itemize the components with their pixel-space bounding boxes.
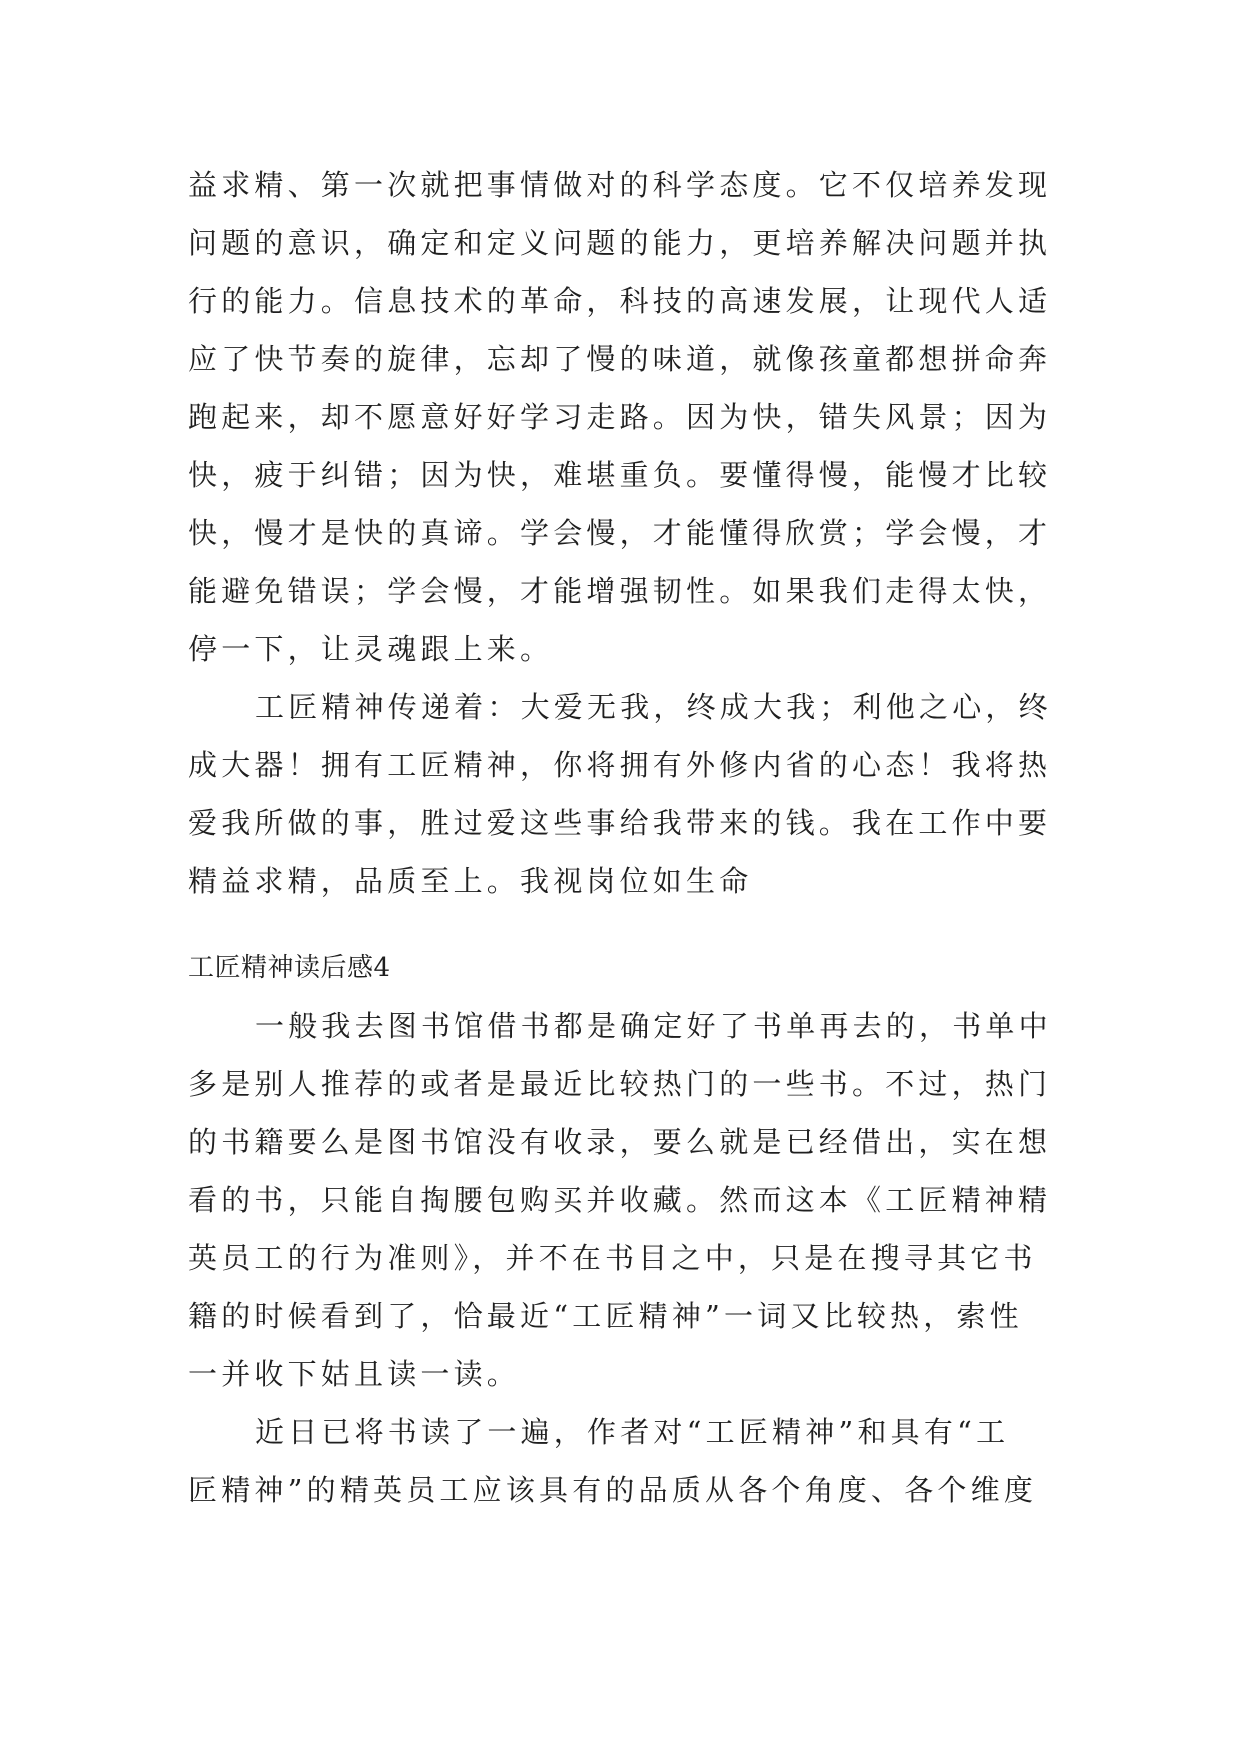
text-line: 能避免错误；学会慢，才能增强韧性。如果我们走得太快， xyxy=(188,574,1052,608)
section-heading: 工匠精神读后感4 xyxy=(188,953,391,983)
text-line: 应了快节奏的旋律，忘却了慢的味道，就像孩童都想拼命奔 xyxy=(188,342,1052,376)
text-line: 益求精、第一次就把事情做对的科学态度。它不仅培养发现 xyxy=(188,168,1052,202)
text-line: 的书籍要么是图书馆没有收录，要么就是已经借出，实在想 xyxy=(188,1125,1052,1159)
text-line: 爱我所做的事，胜过爱这些事给我带来的钱。我在工作中要 xyxy=(188,806,1052,840)
paragraph-2 xyxy=(188,678,1088,910)
text-line: 快，慢才是快的真谛。学会慢，才能懂得欣赏；学会慢，才 xyxy=(188,516,1052,550)
text-line: 英员工的行为准则》，并不在书目之中，只是在搜寻其它书 xyxy=(188,1241,1037,1275)
text-line: 精益求精，品质至上。我视岗位如生命 xyxy=(188,864,753,898)
text-line: 快，疲于纠错；因为快，难堪重负。要懂得慢，能慢才比较 xyxy=(188,458,1052,492)
text-line: 问题的意识，确定和定义问题的能力，更培养解决问题并执 xyxy=(188,226,1052,260)
text-line: 跑起来，却不愿意好好学习走路。因为快，错失风景；因为 xyxy=(188,400,1052,434)
text-line: 一般我去图书馆借书都是确定好了书单再去的，书单中 xyxy=(255,1009,1052,1043)
text-line: 多是别人推荐的或者是最近比较热门的一些书。不过，热门 xyxy=(188,1067,1052,1101)
text-line: 籍的时候看到了，恰最近“工匠精神”一词又比较热，索性 xyxy=(188,1299,1023,1333)
text-line: 成大器！拥有工匠精神，你将拥有外修内省的心态！我将热 xyxy=(188,748,1052,782)
text-line: 行的能力。信息技术的革命，科技的高速发展，让现代人适 xyxy=(188,284,1052,318)
text-line: 一并收下姑且读一读。 xyxy=(188,1357,521,1391)
paragraph-continued xyxy=(188,156,1088,678)
text-line: 近日已将书读了一遍，作者对“工匠精神”和具有“工 xyxy=(255,1415,1010,1449)
text-line: 匠精神”的精英员工应该具有的品质从各个角度、各个维度 xyxy=(188,1473,1038,1507)
document-page xyxy=(188,156,1088,1519)
text-line: 工匠精神传递着：大爱无我，终成大我；利他之心，终 xyxy=(255,690,1052,724)
paragraph-4 xyxy=(188,1403,1088,1519)
paragraph-3 xyxy=(188,997,1088,1403)
text-line: 看的书，只能自掏腰包购买并收藏。然而这本《工匠精神精 xyxy=(188,1183,1052,1217)
text-line: 停一下，让灵魂跟上来。 xyxy=(188,632,554,666)
